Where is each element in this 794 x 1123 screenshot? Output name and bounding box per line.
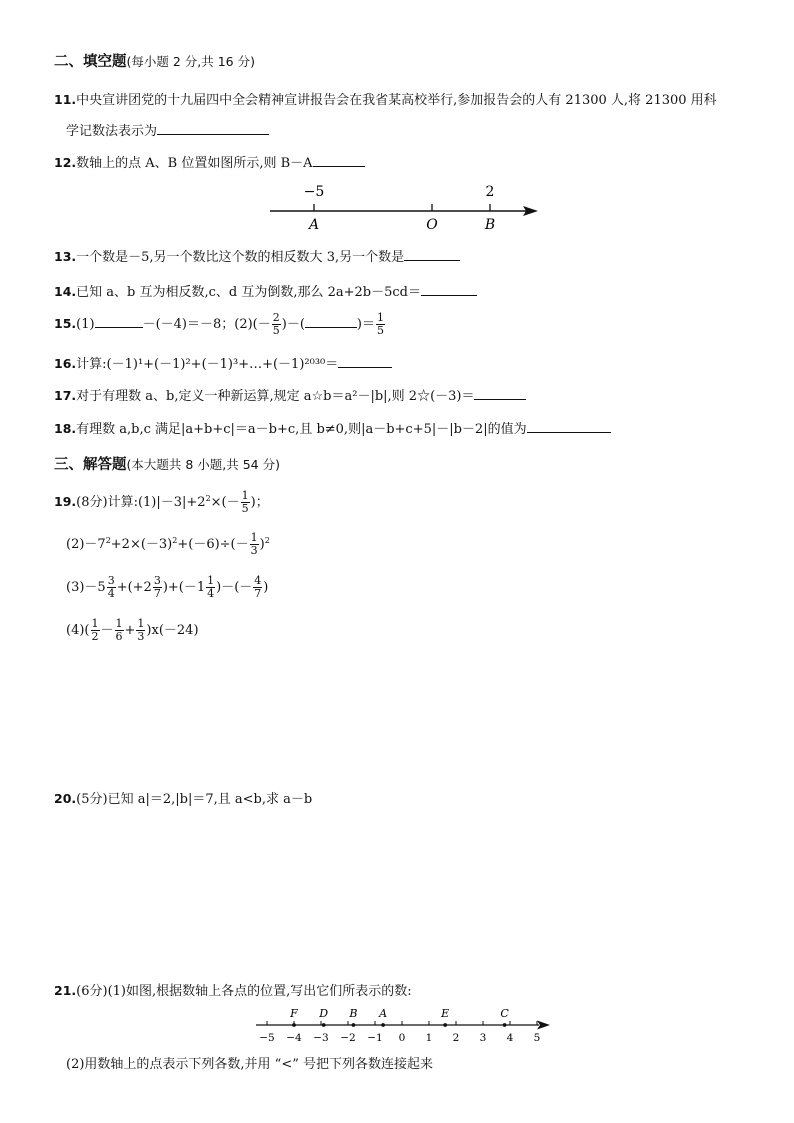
question-number: 15. [54, 316, 77, 331]
fraction: $\frac{1}{3}$ [137, 617, 145, 643]
question-text: 学记数法表示为 [66, 124, 158, 139]
question-text: (8分)计算:(1)|－3|+2 [76, 495, 206, 510]
question-text: ×(－ [210, 495, 240, 510]
question-text: )+(－1 [162, 580, 206, 595]
point-a [381, 1023, 385, 1027]
question-14 [54, 281, 477, 300]
question-number: 19. [54, 494, 77, 509]
question-text: 对于有理数 a、b,定义一种新运算,规定 a☆b＝a²－|b|,则 2☆(－3)＝ [76, 389, 475, 404]
question-number: 18. [54, 421, 77, 436]
tick-label: 2 [452, 1032, 460, 1044]
question-text: )x(－24) [146, 623, 199, 638]
answer-blank[interactable] [404, 248, 460, 261]
fraction: $\frac{1}{5}$ [241, 489, 249, 515]
question-text: +2×(－3) [110, 537, 173, 552]
section-2-note: (每小题 2 分,共 16 分) [126, 54, 255, 69]
answer-blank[interactable] [338, 355, 392, 368]
question-13 [54, 246, 460, 265]
point-label-c: C [500, 1007, 509, 1020]
question-number: 13. [54, 249, 77, 264]
tick-label: −4 [286, 1032, 302, 1044]
question-text: (6分)(1)如图,根据数轴上各点的位置,写出它们所表示的数: [76, 984, 412, 999]
question-number: 14. [54, 284, 77, 299]
tick-label-neg5: −5 [303, 184, 325, 200]
section-2-title: 二、填空题 [54, 54, 127, 70]
answer-blank[interactable] [527, 420, 611, 433]
question-text: 中央宣讲团党的十九届四中全会精神宣讲报告会在我省某高校举行,参加报告会的人有 21300 人,将 21300 用科 [76, 93, 717, 108]
exponent: 2 [105, 536, 111, 545]
question-16 [54, 353, 392, 372]
question-number: 20. [54, 791, 77, 806]
number-line-q12 [268, 178, 542, 236]
question-text: (2)用数轴上的点表示下列各数,并用 “<” 号把下列各数连接起来 [66, 1057, 433, 1072]
question-18 [54, 418, 611, 437]
point-label-f: F [290, 1007, 298, 1020]
question-text: － [100, 623, 114, 638]
question-17 [54, 385, 526, 404]
tick-label: 0 [398, 1032, 406, 1044]
answer-blank[interactable] [421, 283, 477, 296]
tick-label: 4 [506, 1032, 514, 1044]
tick-label-2: 2 [485, 184, 495, 200]
point-b [352, 1023, 356, 1027]
number-line-q21 [254, 1000, 554, 1046]
question-number: 12. [54, 155, 77, 170]
fraction: $\frac{2}{5}$ [272, 311, 280, 337]
question-21 [54, 980, 412, 999]
question-text: (1) [76, 317, 95, 332]
question-number: 16. [54, 356, 77, 371]
question-text: ) [259, 537, 265, 552]
fraction: $\frac{1}{5}$ [377, 311, 384, 337]
exponent: 2 [172, 536, 178, 545]
question-15 [54, 312, 386, 337]
fraction: $\frac{3}{7}$ [153, 574, 161, 600]
question-text: )＝ [356, 317, 375, 332]
question-number: 21. [54, 983, 77, 998]
exponent: 2 [205, 494, 211, 503]
point-label-b: B [484, 217, 496, 233]
tick-label: −3 [313, 1032, 329, 1044]
question-text: (5分)已知 a|＝2,|b|＝7,且 a<b,求 a－b [76, 792, 313, 807]
section-3-note: (本大题共 8 小题,共 54 分) [126, 457, 280, 472]
tick-label: 3 [479, 1032, 487, 1044]
question-text: (3)－5 [66, 580, 106, 595]
question-text: )－(－ [216, 580, 253, 595]
answer-blank[interactable] [305, 315, 357, 328]
answer-blank[interactable] [313, 154, 365, 167]
answer-blank[interactable] [157, 122, 269, 135]
point-label-e: E [441, 1007, 450, 1020]
question-text: 有理数 a,b,c 满足|a+b+c|＝a－b+c,且 b≠0,则|a－b+c+5|－|b－2|的值为 [76, 422, 527, 437]
point-label-o: O [426, 217, 438, 233]
exponent: 2 [264, 536, 270, 545]
fraction: $\frac{1}{3}$ [250, 531, 258, 557]
tick-label: 1 [425, 1032, 433, 1044]
point-label-a: A [379, 1007, 388, 1020]
question-11-line2 [66, 120, 269, 139]
question-text: 数轴上的点 A、B 位置如图所示,则 B－A [76, 156, 313, 171]
tick-label: −2 [340, 1032, 356, 1044]
question-text: )； [250, 495, 269, 510]
fraction: $\frac{1}{6}$ [115, 617, 123, 643]
section-3-heading [54, 453, 280, 474]
question-19-part1 [54, 490, 269, 515]
question-19-part3 [66, 575, 268, 600]
question-number: 17. [54, 388, 77, 403]
tick-label: −1 [367, 1032, 383, 1044]
point-label-a: A [308, 217, 320, 233]
section-3-title: 三、解答题 [54, 457, 127, 473]
point-e [443, 1023, 447, 1027]
point-label-b: B [349, 1007, 358, 1020]
question-19-part2 [66, 532, 270, 557]
question-11 [54, 89, 717, 108]
question-text: (4)( [66, 623, 90, 638]
question-text: )－( [281, 317, 305, 332]
point-d [322, 1023, 326, 1027]
question-19-part4 [66, 618, 199, 643]
point-c [503, 1023, 507, 1027]
tick-label: 5 [533, 1032, 541, 1044]
section-2-heading [54, 50, 255, 71]
fraction: $\frac{4}{7}$ [254, 574, 262, 600]
fraction: $\frac{3}{4}$ [107, 574, 115, 600]
question-text: ) [263, 580, 269, 595]
question-text: +(+2 [116, 580, 152, 595]
question-21-part2 [66, 1053, 433, 1072]
tick-label: −5 [259, 1032, 275, 1044]
answer-blank[interactable] [474, 387, 526, 400]
question-12 [54, 152, 365, 171]
question-text: －(－4)＝－8；(2)(－ [142, 317, 271, 332]
question-text: 一个数是－5,另一个数比这个数的相反数大 3,另一个数是 [76, 250, 405, 265]
question-text: +(－6)÷(－ [177, 537, 249, 552]
answer-blank[interactable] [95, 315, 143, 328]
fraction: $\frac{1}{4}$ [207, 574, 215, 600]
question-text: + [124, 623, 136, 638]
point-label-d: D [319, 1007, 329, 1020]
point-f [292, 1023, 296, 1027]
question-text: 计算:(－1)¹+(－1)²+(－1)³+…+(－1)²⁰³⁰＝ [76, 357, 339, 372]
question-number: 11. [54, 92, 77, 107]
question-text: 已知 a、b 互为相反数,c、d 互为倒数,那么 2a+2b－5cd＝ [76, 285, 422, 300]
fraction: $\frac{1}{2}$ [91, 617, 99, 643]
question-text: (2)－7 [66, 537, 106, 552]
question-20 [54, 788, 312, 807]
